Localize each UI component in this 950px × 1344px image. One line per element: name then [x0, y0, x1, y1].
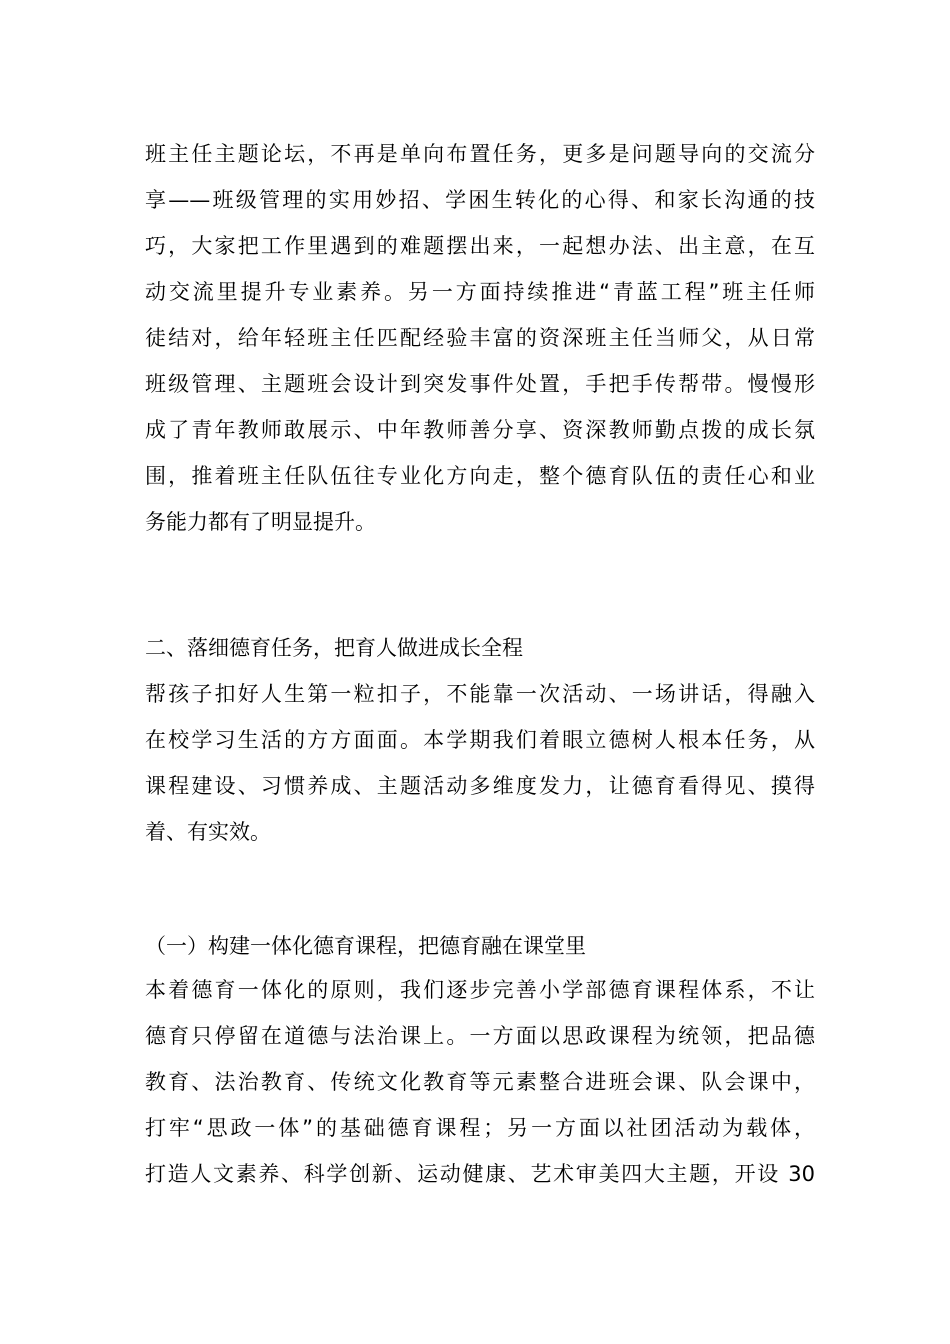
paragraph-line: 班主任主题论坛，不再是单向布置任务，更多是问题导向的交流分 [145, 142, 815, 166]
paragraph-line: 帮孩子扣好人生第一粒扣子，不能靠一次活动、一场讲话，得融入 [145, 682, 815, 706]
paragraph-line: 本着德育一体化的原则，我们逐步完善小学部德育课程体系，不让 [145, 978, 815, 1002]
subsection-heading: （一）构建一体化德育课程，把德育融在课堂里 [145, 934, 586, 958]
paragraph-line: 打造人文素养、科学创新、运动健康、艺术审美四大主题，开设 30 [145, 1162, 815, 1186]
paragraph-line: 成了青年教师敢展示、中年教师善分享、资深教师勤点拨的成长氛 [145, 418, 815, 442]
paragraph-line: 徒结对，给年轻班主任匹配经验丰富的资深班主任当师父，从日常 [145, 326, 815, 350]
paragraph-line: 在校学习生活的方方面面。本学期我们着眼立德树人根本任务，从 [145, 728, 815, 752]
paragraph-line: 课程建设、习惯养成、主题活动多维度发力，让德育看得见、摸得 [145, 774, 815, 798]
paragraph-line: 巧，大家把工作里遇到的难题摆出来，一起想办法、出主意，在互 [145, 234, 815, 258]
section-heading: 二、落细德育任务，把育人做进成长全程 [145, 636, 523, 660]
paragraph-line: 班级管理、主题班会设计到突发事件处置，手把手传帮带。慢慢形 [145, 372, 815, 396]
paragraph-line: 打牢“思政一体”的基础德育课程；另一方面以社团活动为载体， [145, 1116, 815, 1140]
paragraph-line: 教育、法治教育、传统文化教育等元素整合进班会课、队会课中， [145, 1070, 815, 1094]
paragraph-line: 享——班级管理的实用妙招、学困生转化的心得、和家长沟通的技 [145, 188, 815, 212]
paragraph-line: 务能力都有了明显提升。 [145, 510, 376, 534]
paragraph-line: 围，推着班主任队伍往专业化方向走，整个德育队伍的责任心和业 [145, 464, 815, 488]
paragraph-line: 动交流里提升专业素养。另一方面持续推进“青蓝工程”班主任师 [145, 280, 815, 304]
paragraph-line: 着、有实效。 [145, 820, 271, 844]
paragraph-line: 德育只停留在道德与法治课上。一方面以思政课程为统领，把品德 [145, 1024, 815, 1048]
